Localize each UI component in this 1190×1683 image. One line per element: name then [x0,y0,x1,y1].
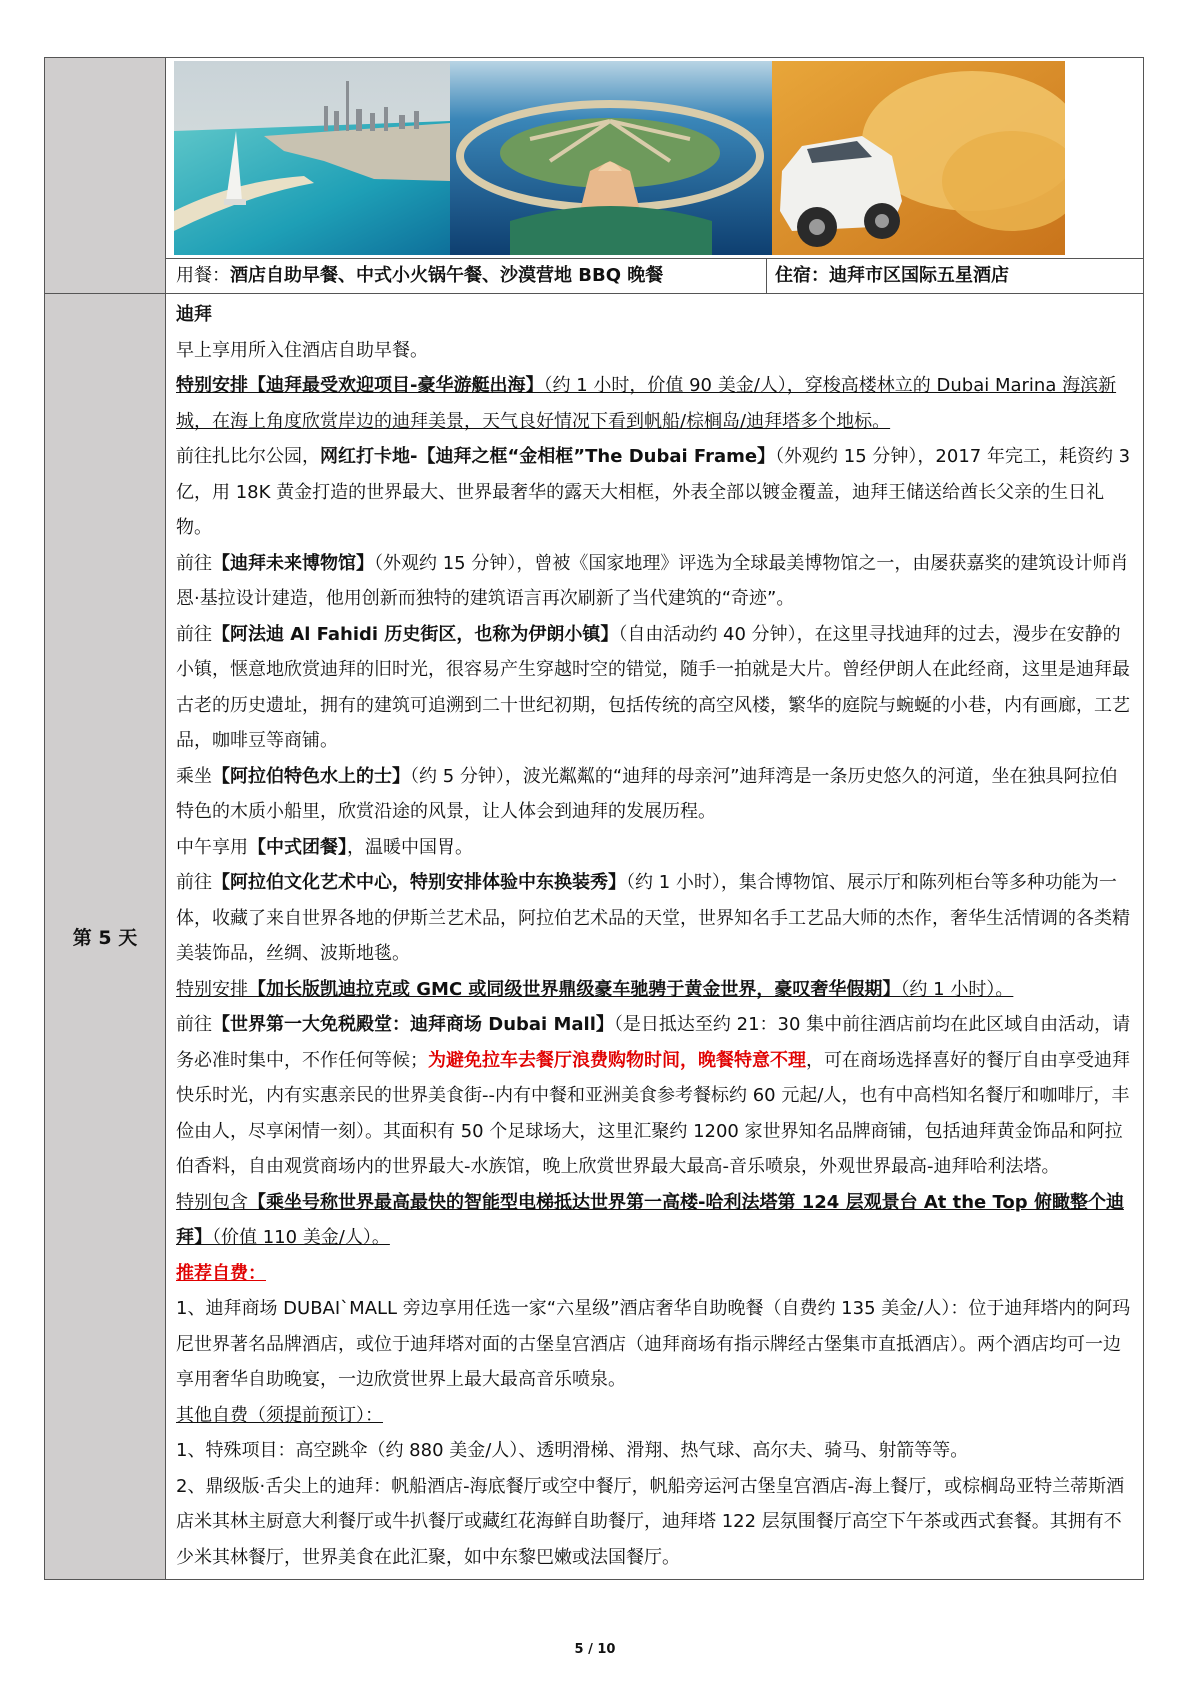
museum-desc: （外观约 15 分钟），曾被《国家地理》评选为全球最美博物馆之一，由屡获嘉奖的建筑设计师肖恩·基拉设计建造，他用创新而独特的建筑语言再次刷新了当代建筑的“奇迹”。 [176,552,1129,609]
day-cell-empty [45,58,166,294]
yacht-highlight: 特别安排【迪拜最受欢迎项目-豪华游艇出海】 [176,375,544,396]
culture-highlight: 【阿拉伯文化艺术中心，特别安排体验中东换装秀】 [212,872,626,893]
para-lunch [176,830,1133,866]
top-highlight: 【乘坐号称世界最高最快的智能型电梯抵达世界第一高楼-哈利法塔第 124 层观景台 At the Top 俯瞰整个迪拜】 [176,1191,1124,1248]
limo-lead: 特别安排 [176,978,248,1000]
fahidi-lead: 前往 [176,623,212,645]
lunch-desc: ，温暖中国胃。 [347,836,473,858]
lodging-value: 迪拜市区国际五星酒店 [829,265,1009,286]
mall-desc: ，可在商场选择喜好的餐厅自由享受迪拜快乐时光，内有实惠亲民的世界美食街--内有中餐和亚洲美食参考餐标约 60 元起/人，也有中高档知名餐厅和咖啡厅，丰俭由人，尽享闲情一刻）。其面积有 50 个足球场大，这里汇聚约 1200 家世界知名品牌商铺，包括迪拜黄金饰品和阿拉伯香料，自由观赏商场内的世界最大-水族馆，晚上欣赏世界最大最高-音乐喷泉，外观世界最高-迪拜哈利法塔。 [176,1049,1130,1177]
photo-dubai-coast [174,61,450,255]
meal-label: 用餐： [176,265,230,286]
para-dubai-mall [176,1007,1133,1185]
mall-note: （是日抵达至约 21：30 集中前往酒店前均在此区域自由活动，请务必准时集中，不作任何等候； [176,1014,1131,1071]
content-title: 迪拜 [176,304,212,325]
meal-lodging-row [166,259,1144,294]
culture-lead: 前往 [176,872,212,893]
mall-red-note: 为避免拉车去餐厅浪费购物时间，晚餐特意不理 [428,1049,806,1071]
para-other-2: 2、鼎级版·舌尖上的迪拜：帆船酒店-海底餐厅或空中餐厅，帆船旁运河古堡皇宫酒店-海上餐厅，或棕榈岛亚特兰蒂斯酒店米其林主厨意大利餐厅或牛扒餐厅或藏红花海鲜自助餐厅，迪拜塔 122 层氛围餐厅高空下午茶或西式套餐。其拥有不少米其林餐厅，世界美食在此汇聚，如中东黎巴嫩或法国餐厅。 [176,1475,1125,1568]
para-culture-center [176,865,1133,972]
para-limo [176,972,1133,1008]
frame-lead: 前往扎比尔公园， [176,446,320,467]
other-optional-heading: 其他自费（须提前预订）： [176,1404,383,1426]
para-breakfast: 早上享用所入住酒店自助早餐。 [176,339,428,361]
top-price: （价值 110 美金/人）。 [212,1227,390,1248]
mall-lead: 前往 [176,1014,212,1035]
museum-highlight: 【迪拜未来博物馆】 [212,552,374,574]
limo-duration: （约 1 小时）。 [900,978,1014,1000]
frame-highlight: 网红打卡地-【迪拜之框“金相框”The Dubai Frame】 [320,446,776,467]
para-water-taxi [176,759,1133,830]
para-frame [176,439,1133,546]
itinerary-table [44,57,1144,1580]
lodging-label: 住宿： [775,265,829,286]
lunch-lead: 中午享用 [176,836,248,858]
lunch-highlight: 【中式团餐】 [248,836,347,858]
frame-desc: 2017 年完工，耗资约 3 亿，用 18K 黄金打造的世界最大、世界最奢华的露天大相框，外表全部以镀金覆盖，迪拜王储送给酋长父亲的生日礼物。 [176,446,1131,538]
mall-highlight: 【世界第一大免税殿堂：迪拜商场 Dubai Mall】 [212,1014,614,1035]
fahidi-desc: （自由活动约 40 分钟），在这里寻找迪拜的过去，漫步在安静的小镇，惬意地欣赏迪拜的旧时光，很容易产生穿越时空的错觉，随手一拍就是大片。曾经伊朗人在此经商，这里是迪拜最古老的历史遗址，拥有的建筑可追溯到二十世纪初期，包括传统的高空风楼，繁华的庭院与蜿蜒的小巷，内有画廊，工艺品，咖啡豆等商铺。 [176,623,1130,751]
meal-info [166,259,767,293]
para-other-1: 1、特殊项目：高空跳伞（约 880 美金/人）、透明滑梯、滑翔、热气球、高尔夫、骑马、射箭等等。 [176,1440,969,1461]
para-at-the-top [176,1185,1133,1256]
top-lead: 特别包含 [176,1191,248,1213]
meal-value: 酒店自助早餐、中式小火锅午餐、沙漠营地 BBQ 晚餐 [230,265,664,286]
lodging-info [767,259,1009,293]
museum-lead: 前往 [176,552,212,574]
fahidi-highlight: 【阿法迪 Al Fahidi 历史街区，也称为伊朗小镇】 [212,623,619,645]
para-optional-1: 1、迪拜商场 DUBAI`MALL 旁边享用任选一家“六星级”酒店奢华自助晚餐（自费约 135 美金/人）：位于迪拜塔内的阿玛尼世界著名品牌酒店，或位于迪拜塔对面的古堡皇宫酒店（迪拜商场有指示牌经古堡集市直抵酒店）。两个酒店均可一边享用奢华自助晚宴，一边欣赏世界上最大最高音乐喷泉。 [176,1298,1131,1390]
frame-duration: （外观约 15 分钟）， [775,446,936,467]
photo-desert-suv [772,61,1065,255]
photo-strip [166,58,1144,259]
culture-desc: （约 1 小时），集合博物馆、展示厅和陈列柜台等多种功能为一体，收藏了来自世界各地的伊斯兰艺术品，阿拉伯艺术品的天堂，世界知名手工艺品大师的杰作，奢华生活情调的各类精美装饰品，丝绸、波斯地毯。 [176,872,1130,964]
taxi-highlight: 【阿拉伯特色水上的士】 [212,765,410,787]
yacht-desc: （约 1 小时，价值 90 美金/人），穿梭高楼林立的 Dubai Marina 海滨新城，在海上角度欣赏岸边的迪拜美景，天气良好情况下看到帆船/棕榈岛/迪拜塔多个地标。 [176,375,1117,432]
taxi-lead: 乘坐 [176,765,212,787]
day-label: 第 5 天 [45,294,166,1580]
para-museum [176,546,1133,617]
day-content [166,294,1144,1580]
para-fahidi [176,617,1133,759]
para-yacht [176,368,1133,439]
limo-highlight: 【加长版凯迪拉克或 GMC 或同级世界鼎级豪车驰骋于黄金世界，豪叹奢华假期】 [248,978,901,1000]
page-number: 5 / 10 [574,1642,616,1657]
taxi-desc: （约 5 分钟），波光粼粼的“迪拜的母亲河”迪拜湾是一条历史悠久的河道，坐在独具阿拉伯特色的木质小船里，欣赏沿途的风景，让人体会到迪拜的发展历程。 [176,765,1118,822]
photo-palm-island [450,61,772,255]
recommended-optional-heading: 推荐自费： [176,1262,266,1284]
